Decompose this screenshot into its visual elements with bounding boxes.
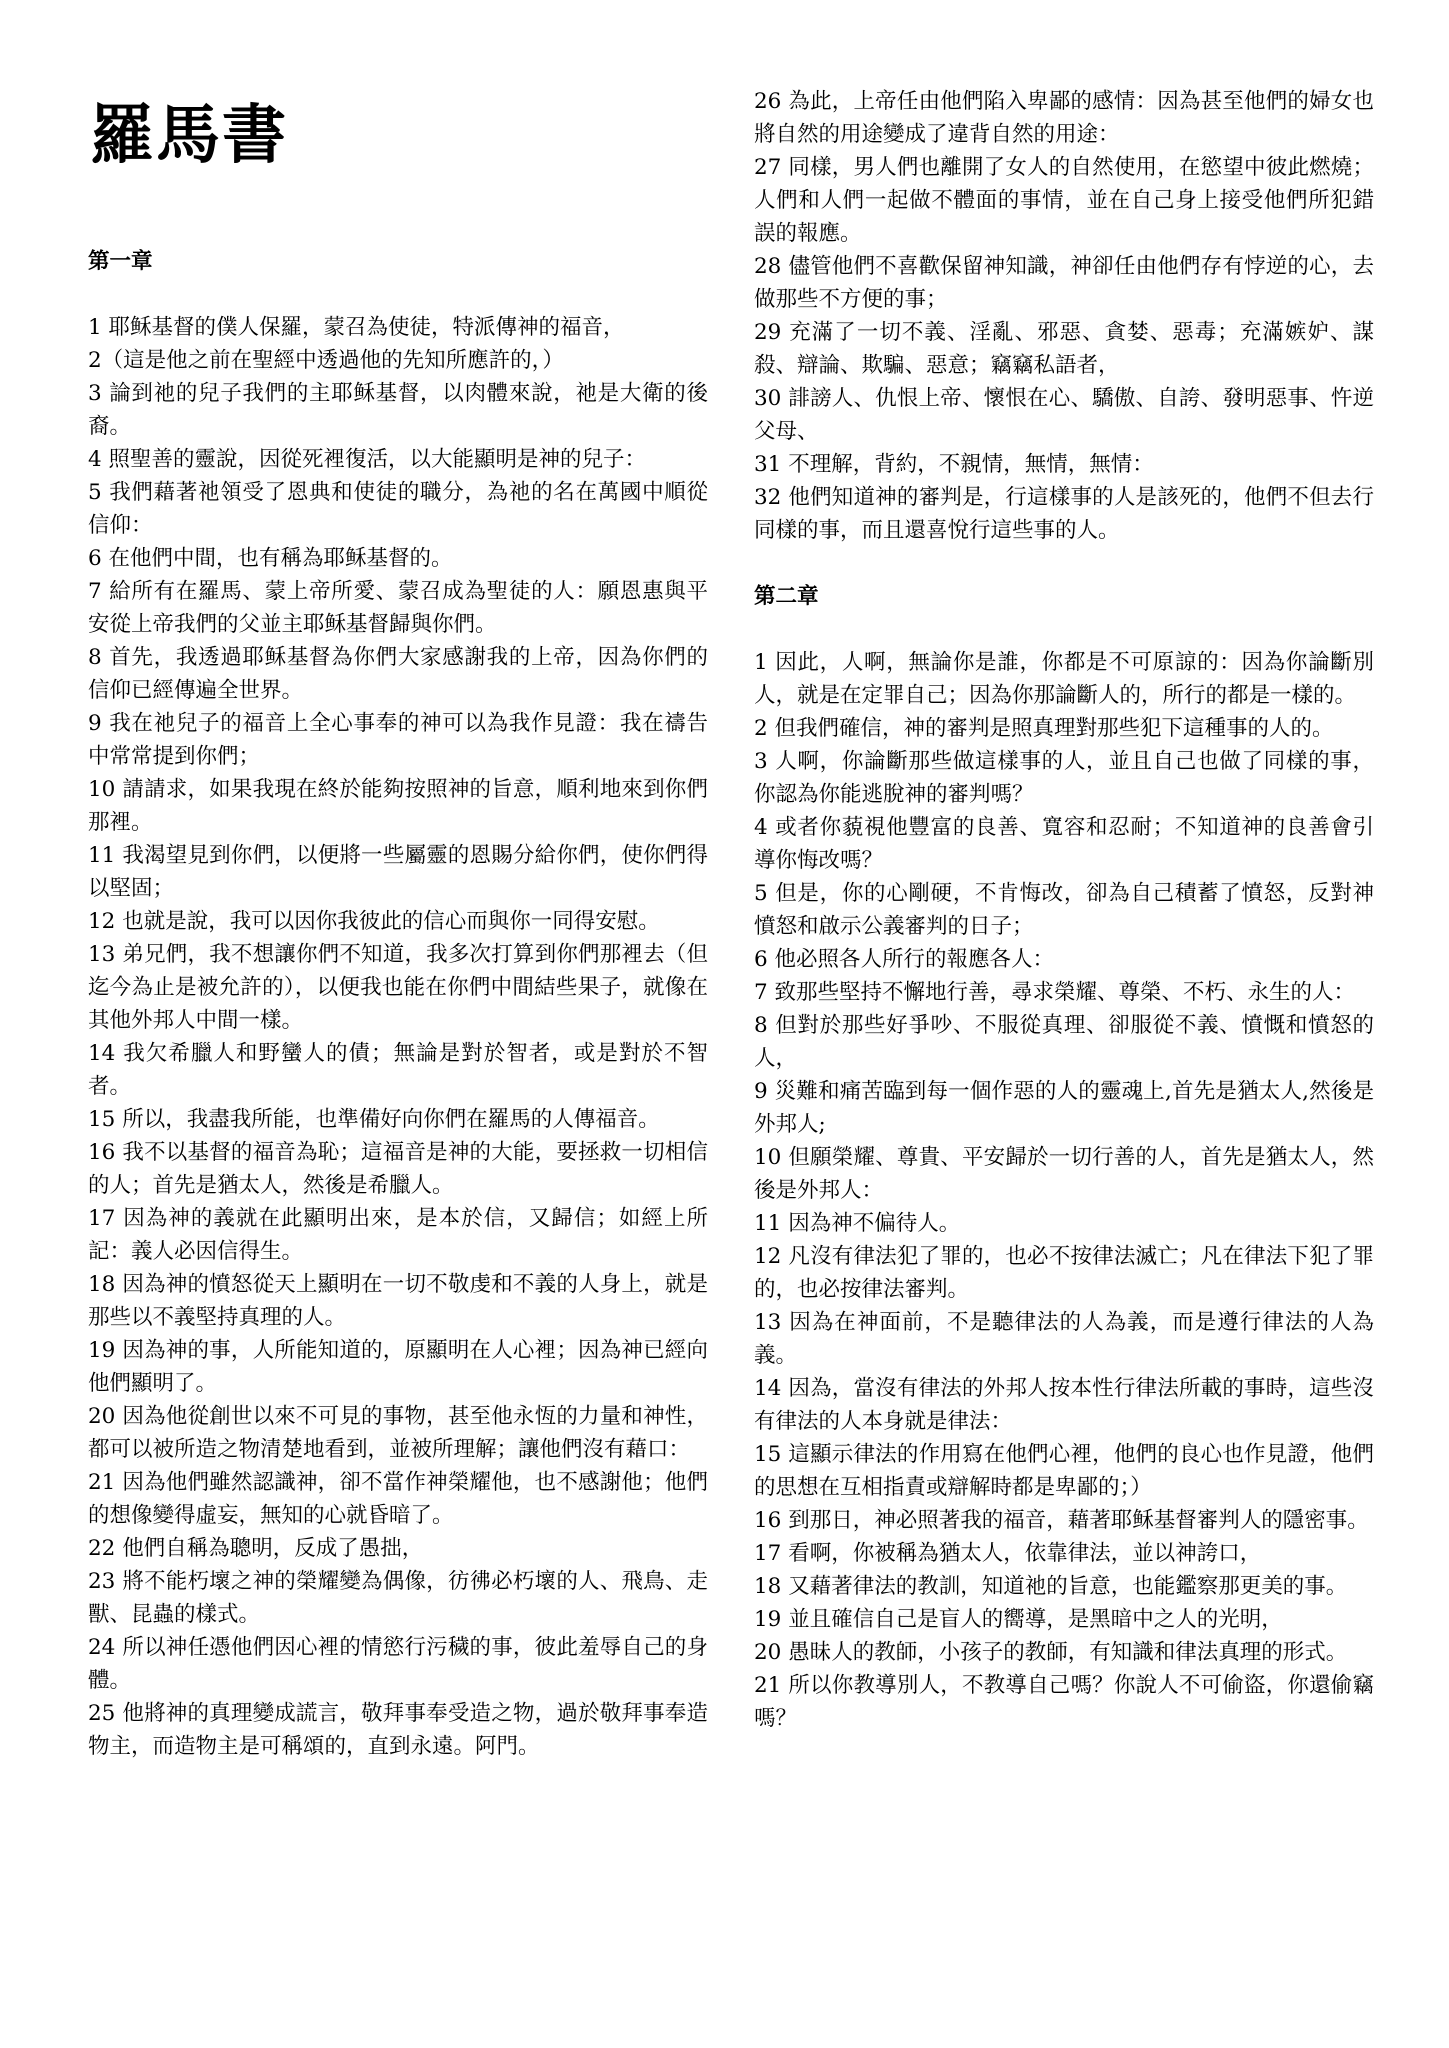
verse: 30 誹謗人、仇恨上帝、懷恨在心、驕傲、自誇、發明惡事、忤逆父母、 [754, 386, 1374, 444]
verse: 14 我欠希臘人和野蠻人的債；無論是對於智者，或是對於不智者。 [88, 1041, 708, 1099]
verse: 8 但對於那些好爭吵、不服從真理、卻服從不義、憤慨和憤怒的人， [754, 1013, 1374, 1071]
verse: 15 這顯示律法的作用寫在他們心裡，他們的良心也作見證，他們的思想在互相指責或辯解時都是卑鄙的；） [754, 1442, 1374, 1500]
verse: 5 我們藉著祂領受了恩典和使徒的職分，為祂的名在萬國中順從信仰： [88, 480, 708, 538]
verse: 26 為此，上帝任由他們陷入卑鄙的感情：因為甚至他們的婦女也將自然的用途變成了違背自然的用途： [754, 89, 1374, 147]
verse: 13 弟兄們，我不想讓你們不知道，我多次打算到你們那裡去（但迄今為止是被允許的），以便我也能在你們中間結些果子，就像在其他外邦人中間一樣。 [88, 942, 708, 1033]
verse: 16 到那日，神必照著我的福音，藉著耶稣基督審判人的隱密事。 [754, 1508, 1369, 1533]
verse: 4 或者你藐視他豐富的良善、寬容和忍耐；不知道神的良善會引導你悔改嗎？ [754, 815, 1374, 873]
verse: 9 我在祂兒子的福音上全心事奉的神可以為我作見證：我在禱告中常常提到你們； [88, 711, 708, 769]
verse: 18 又藉著律法的教訓，知道祂的旨意，也能鑑察那更美的事。 [754, 1574, 1348, 1599]
verse: 19 因為神的事，人所能知道的，原顯明在人心裡；因為神已經向他們顯明了。 [88, 1338, 708, 1396]
chapter-heading-1: 第一章 [88, 249, 153, 274]
verse: 18 因為神的憤怒從天上顯明在一切不敬虔和不義的人身上，就是那些以不義堅持真理的人。 [88, 1272, 708, 1330]
chapter-2-verses [754, 646, 1374, 1735]
verse: 7 致那些堅持不懈地行善，尋求榮耀、尊榮、不朽、永生的人： [754, 980, 1356, 1005]
verse: 3 人啊，你論斷那些做這樣事的人，並且自己也做了同樣的事，你認為你能逃脫神的審判嗎？ [754, 749, 1374, 807]
verse: 10 但願榮耀、尊貴、平安歸於一切行善的人，首先是猶太人，然後是外邦人： [754, 1145, 1374, 1203]
verse: 2（這是他之前在聖經中透過他的先知所應許的，） [88, 348, 564, 373]
verse: 8 首先，我透過耶稣基督為你們大家感謝我的上帝，因為你們的信仰已經傳遍全世界。 [88, 645, 708, 703]
left-column [88, 0, 708, 1763]
verse: 20 愚昧人的教師，小孩子的教師，有知識和律法真理的形式。 [754, 1640, 1348, 1665]
verse: 1 因此，人啊，無論你是誰，你都是不可原諒的：因為你論斷別人，就是在定罪自己；因為你那論斷人的，所行的都是一樣的。 [754, 650, 1374, 708]
verse: 25 他將神的真理變成謊言，敬拜事奉受造之物，過於敬拜事奉造物主，而造物主是可稱頌的，直到永遠。阿門。 [88, 1701, 708, 1759]
book-title: 羅馬書 [90, 98, 288, 173]
verse: 13 因為在神面前，不是聽律法的人為義，而是遵行律法的人為義。 [754, 1310, 1374, 1368]
verse: 16 我不以基督的福音為恥；這福音是神的大能，要拯救一切相信的人；首先是猶太人，然後是希臘人。 [88, 1140, 708, 1198]
verse: 1 耶稣基督的僕人保羅，蒙召為使徒，特派傳神的福音， [88, 315, 625, 340]
verse: 19 並且確信自己是盲人的嚮導，是黑暗中之人的光明， [754, 1607, 1283, 1632]
verse: 12 凡沒有律法犯了罪的，也必不按律法滅亡；凡在律法下犯了罪的，也必按律法審判。 [754, 1244, 1374, 1302]
chapter-heading-2: 第二章 [754, 584, 819, 609]
verse: 2 但我們確信，神的審判是照真理對那些犯下這種事的人的。 [754, 716, 1334, 741]
chapter-1-verses-part-2 [754, 85, 1374, 547]
right-column [754, 0, 1374, 1735]
verse: 21 所以你教導別人，不教導自己嗎？你說人不可偷盜，你還偷竊嗎？ [754, 1673, 1374, 1731]
verse: 3 論到祂的兒子我們的主耶稣基督，以肉體來說，祂是大衛的後裔。 [88, 381, 708, 439]
verse: 11 因為神不偏待人。 [754, 1211, 961, 1236]
verse: 15 所以，我盡我所能，也準備好向你們在羅馬的人傳福音。 [88, 1107, 660, 1132]
verse: 27 同樣，男人們也離開了女人的自然使用，在慾望中彼此燃燒；人們和人們一起做不體面的事情，並在自己身上接受他們所犯錯誤的報應。 [754, 155, 1374, 246]
verse: 29 充滿了一切不義、淫亂、邪惡、貪婪、惡毒；充滿嫉妒、謀殺、辯論、欺騙、惡意；竊竊私語者， [754, 320, 1374, 378]
verse: 32 他們知道神的審判是，行這樣事的人是該死的，他們不但去行同樣的事，而且還喜悅行這些事的人。 [754, 485, 1374, 543]
verse: 14 因為，當沒有律法的外邦人按本性行律法所載的事時，這些沒有律法的人本身就是律法： [754, 1376, 1374, 1434]
verse: 9 災難和痛苦臨到每一個作惡的人的靈魂上,首先是猶太人,然後是外邦人; [754, 1079, 1374, 1137]
verse: 21 因為他們雖然認識神，卻不當作神榮耀他，也不感謝他；他們的想像變得虛妄，無知的心就昏暗了。 [88, 1470, 708, 1528]
verse: 5 但是，你的心剛硬，不肯悔改，卻為自己積蓄了憤怒，反對神憤怒和啟示公義審判的日子； [754, 881, 1374, 939]
verse: 22 他們自稱為聰明，反成了愚拙， [88, 1536, 424, 1561]
verse: 7 給所有在羅馬、蒙上帝所愛、蒙召成為聖徒的人：願恩惠與平安從上帝我們的父並主耶稣基督歸與你們。 [88, 579, 708, 637]
chapter-1-verses-part-1 [88, 311, 708, 1763]
verse: 12 也就是說，我可以因你我彼此的信心而與你一同得安慰。 [88, 909, 660, 934]
verse: 10 請請求，如果我現在終於能夠按照神的旨意，順利地來到你們那裡。 [88, 777, 708, 835]
verse: 31 不理解，背約，不親情，無情，無情： [754, 452, 1154, 477]
verse: 20 因為他從創世以來不可見的事物，甚至他永恆的力量和神性，都可以被所造之物清楚地看到，並被所理解；讓他們沒有藉口： [88, 1404, 708, 1462]
verse: 4 照聖善的靈說，因從死裡復活，以大能顯明是神的兒子： [88, 447, 647, 472]
verse: 11 我渴望見到你們，以便將一些屬靈的恩賜分給你們，使你們得以堅固； [88, 843, 708, 901]
verse: 23 將不能朽壞之神的榮耀變為偶像，彷彿必朽壞的人、飛鳥、走獸、昆蟲的樣式。 [88, 1569, 708, 1627]
verse: 6 在他們中間，也有稱為耶稣基督的。 [88, 546, 453, 571]
verse: 24 所以神任憑他們因心裡的情慾行污穢的事，彼此羞辱自己的身體。 [88, 1635, 708, 1693]
verse: 17 看啊，你被稱為猶太人，依靠律法，並以神誇口， [754, 1541, 1262, 1566]
verse: 28 儘管他們不喜歡保留神知識，神卻任由他們存有悖逆的心，去做那些不方便的事； [754, 254, 1374, 312]
verse: 17 因為神的義就在此顯明出來，是本於信，又歸信；如經上所記：義人必因信得生。 [88, 1206, 708, 1264]
verse: 6 他必照各人所行的報應各人： [754, 947, 1055, 972]
